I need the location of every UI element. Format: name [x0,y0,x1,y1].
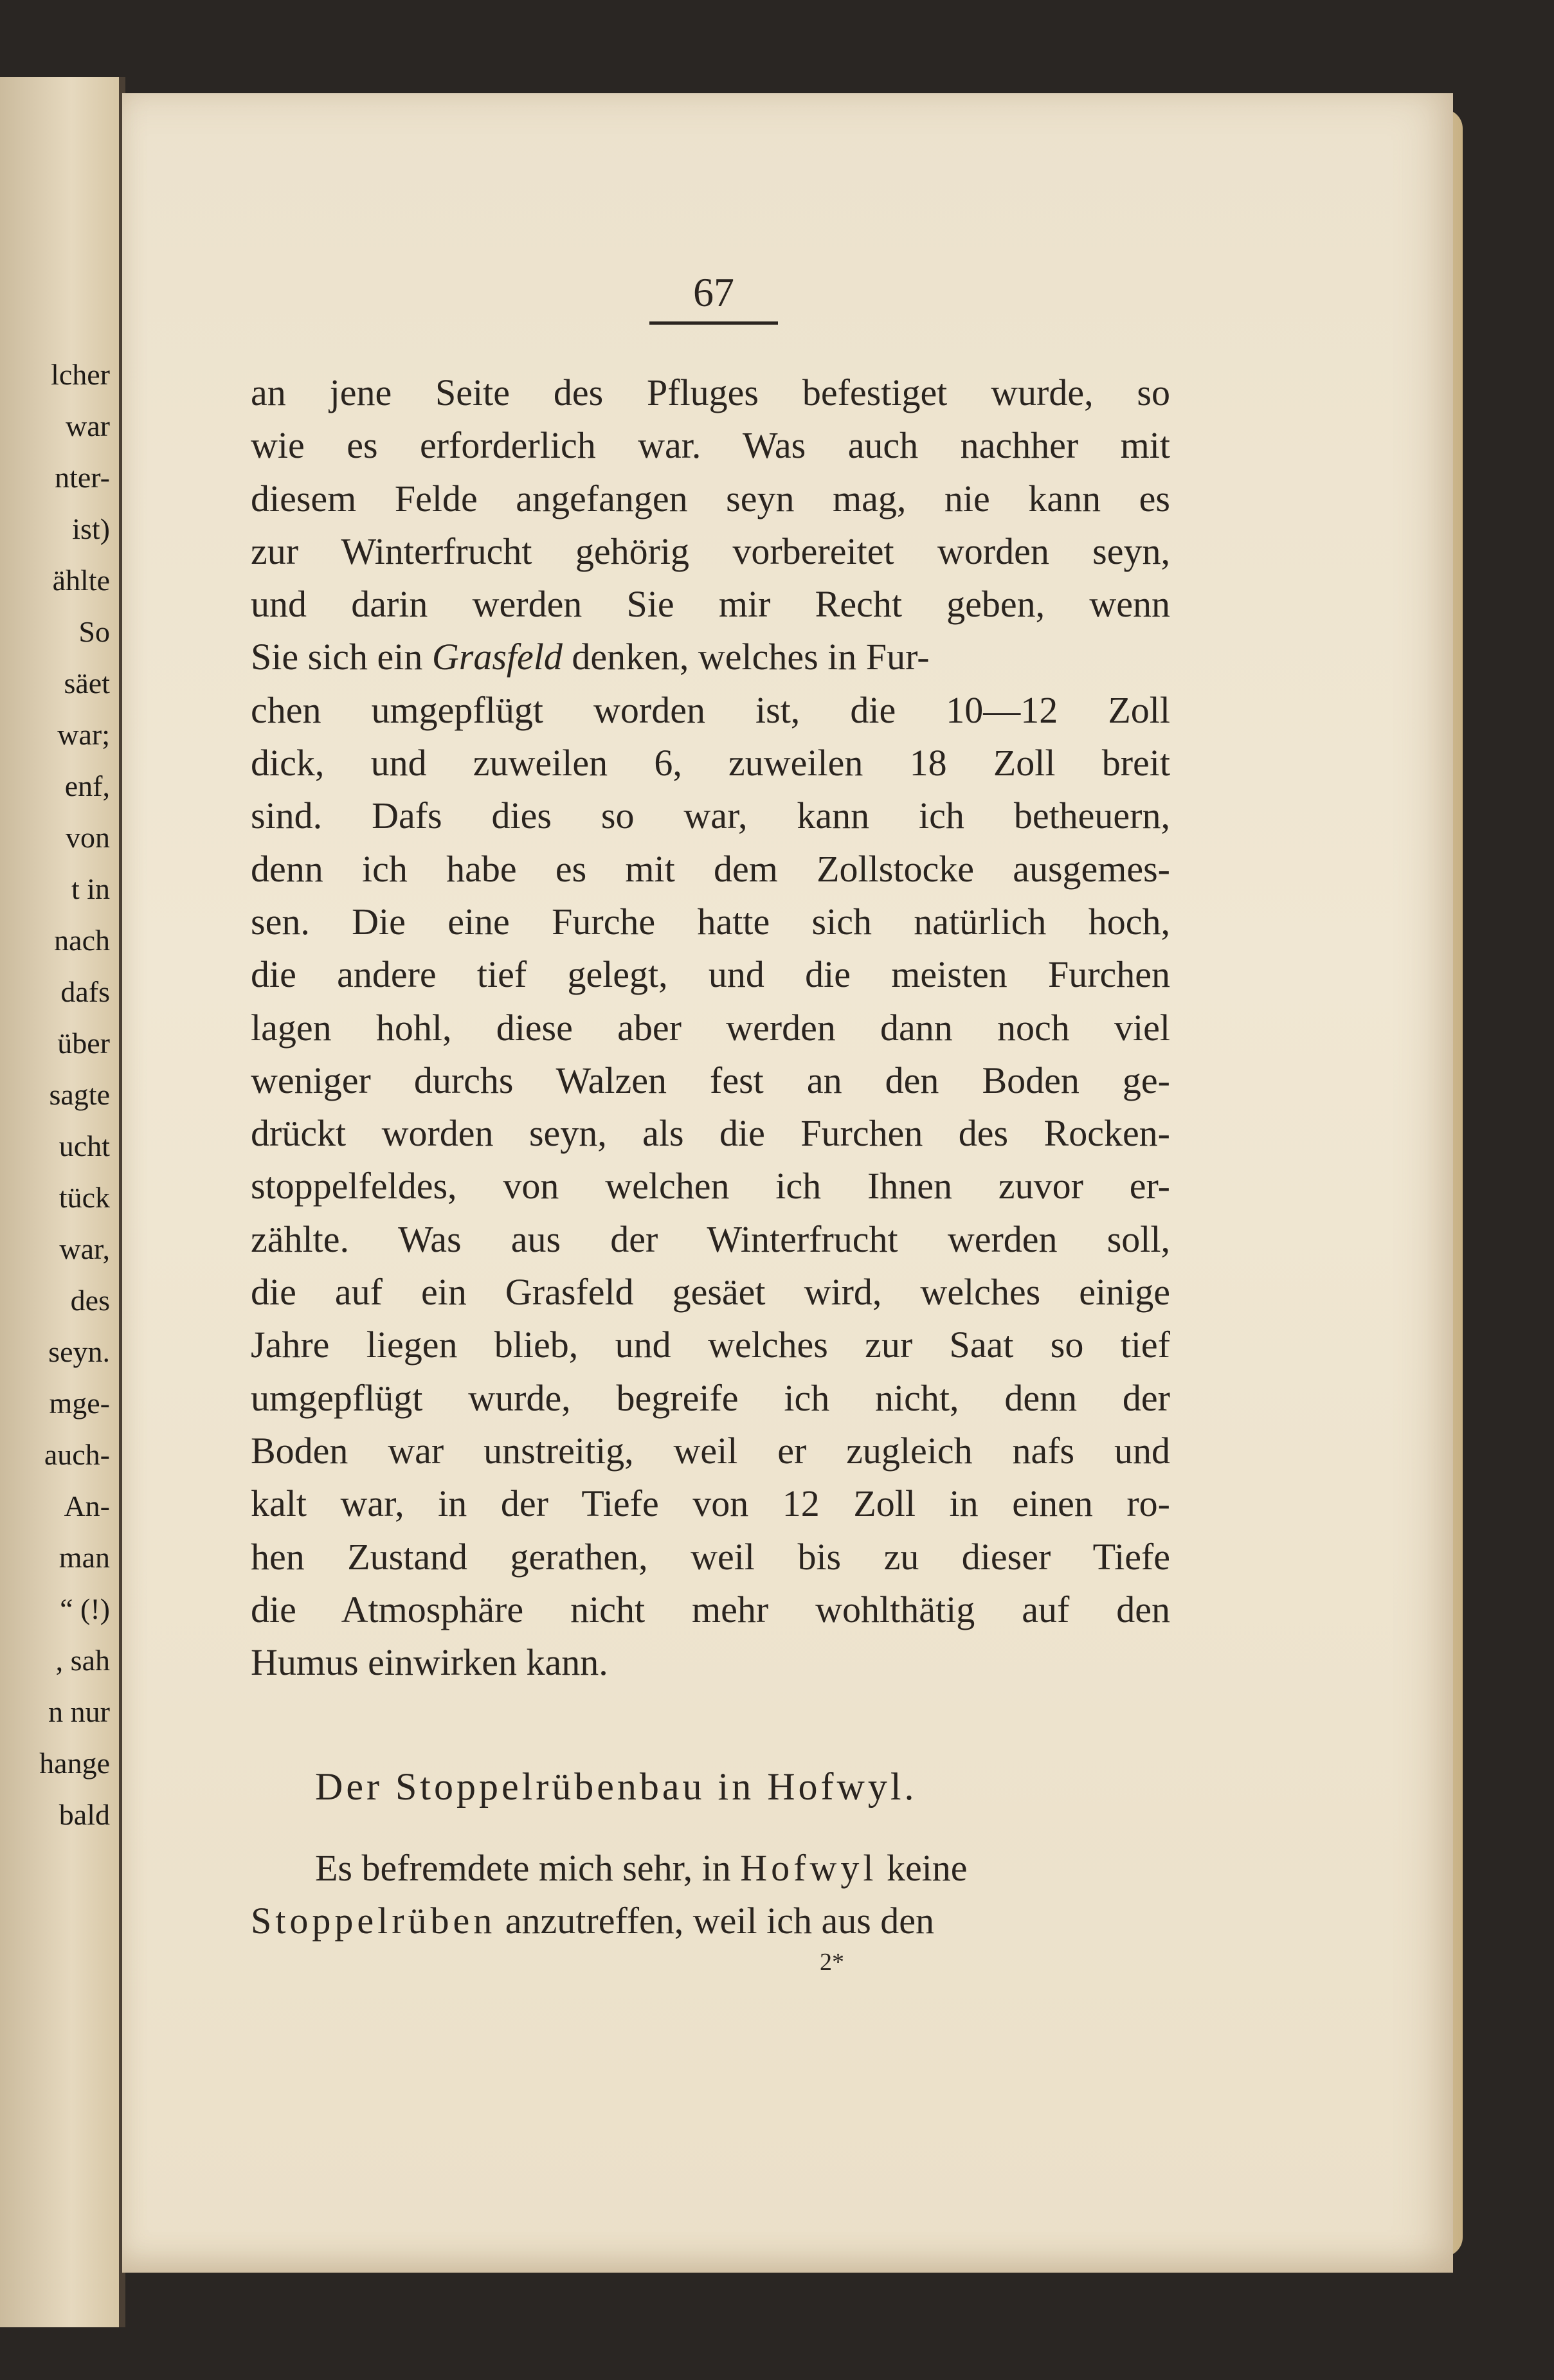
facing-page-fragment: von [66,821,110,854]
facing-page-fragment: seyn. [48,1335,110,1368]
text-line: sind. Dafs dies so war, kann ich betheuern, [251,795,1170,837]
text-line: die andere tief gelegt, und die meisten Furchen [251,953,1170,996]
facing-page-fragment: auch- [44,1438,110,1471]
text-run: keine [877,1847,968,1889]
text-line: lagen hohl, diese aber werden dann noch viel [251,1006,1170,1049]
facing-page-fragment: “ (!) [60,1592,110,1625]
facing-page-fragment: bald [59,1798,110,1831]
spaced-term: Stoppelrüben [251,1900,496,1942]
body-paragraph [251,366,1170,1689]
text-line: Boden war unstreitig, weil er zugleich nafs und [251,1429,1170,1472]
text-line: sen. Die eine Furche hatte sich natürlich hoch, [251,900,1170,942]
text-line: zur Winterfrucht gehörig vorbereitet worden seyn, [251,530,1170,572]
italic-term: Grasfeld [431,636,563,678]
facing-page-fragment: ist) [72,512,110,545]
text-line: Humus einwirken kann. [251,1641,608,1684]
facing-page-fragment: n nur [48,1695,110,1728]
text-line: und darin werden Sie mir Recht geben, wenn [251,583,1170,626]
text-line: Jahre liegen blieb, und welches zur Saat so tief [251,1324,1170,1366]
text-line: drückt worden seyn, als die Furchen des Rocken- [251,1112,1170,1155]
facing-page-fragment: tück [59,1181,110,1214]
facing-page-fragment: war [66,410,110,442]
text-line: zählte. Was aus der Winterfrucht werden soll, [251,1218,1170,1260]
text-run: Sie sich ein [251,636,423,678]
text-line: umgepflügt wurde, begreife ich nicht, denn der [251,1376,1170,1419]
text-line: wie es erforderlich war. Was auch nachher mit [251,424,1170,467]
text-line [251,1842,1170,1895]
text-line: weniger durchs Walzen fest an den Boden ge- [251,1059,1170,1101]
facing-page-fragment: enf, [64,770,110,802]
text-line: stoppelfeldes, von welchen ich Ihnen zuvor er- [251,1165,1170,1207]
facing-page-fragment: , sah [55,1644,110,1677]
text-line: diesem Felde angefangen seyn mag, nie kann es [251,477,1170,519]
text-line: hen Zustand gerathen, weil bis zu dieser Tiefe [251,1535,1170,1578]
facing-page-fragment: säet [64,667,110,699]
text-run: Es befremdete mich sehr, in [315,1847,741,1889]
facing-page-fragment: hange [39,1747,110,1780]
facing-page-fragment: ucht [59,1130,110,1162]
signature-mark: 2* [820,1949,844,1976]
text-line [251,1895,1170,1947]
text-line [251,631,1170,683]
text-line: kalt war, in der Tiefe von 12 Zoll in einen ro- [251,1483,1170,1525]
facing-page-fragment: nter- [55,461,110,494]
section-heading: Der Stoppelrübenbau in Hofwyl. [315,1765,917,1808]
text-line: chen umgepflügt worden ist, die 10—12 Zoll [251,689,1170,731]
facing-page-fragment: war, [59,1232,110,1265]
facing-page-fragment: lcher [51,358,110,391]
facing-page-fragment: dafs [60,975,110,1008]
facing-page-fragment: nach [54,924,110,957]
facing-page-fragment: An- [64,1490,110,1522]
facing-page-fragment: über [57,1027,110,1059]
facing-page-fragment: des [70,1284,110,1317]
facing-page-edge [0,77,123,2327]
facing-page-fragment: ählte [52,564,110,597]
text-line: denn ich habe es mit dem Zollstocke ausgemes- [251,847,1170,890]
facing-page-fragment: So [78,615,110,648]
text-run: anzutreffen, weil ich aus den [496,1900,935,1942]
facing-page-fragment: t in [71,872,110,905]
page-number-rule [649,321,778,325]
facing-page-fragment: man [59,1541,110,1574]
body-paragraph-2 [251,1842,1170,1947]
text-line: dick, und zuweilen 6, zuweilen 18 Zoll breit [251,742,1170,784]
text-run: denken, welches in Fur- [562,636,930,678]
text-line: die Atmosphäre nicht mehr wohlthätig auf den [251,1588,1170,1630]
page-number: 67 [693,269,734,315]
text-line: die auf ein Grasfeld gesäet wird, welches einige [251,1271,1170,1313]
facing-page-fragment: mge- [49,1387,110,1420]
spaced-term: Hofwyl [740,1847,878,1889]
facing-page-fragment: war; [57,718,110,751]
text-line: an jene Seite des Pfluges befestiget wurde, so [251,372,1170,413]
facing-page-fragment: sagte [49,1078,110,1111]
